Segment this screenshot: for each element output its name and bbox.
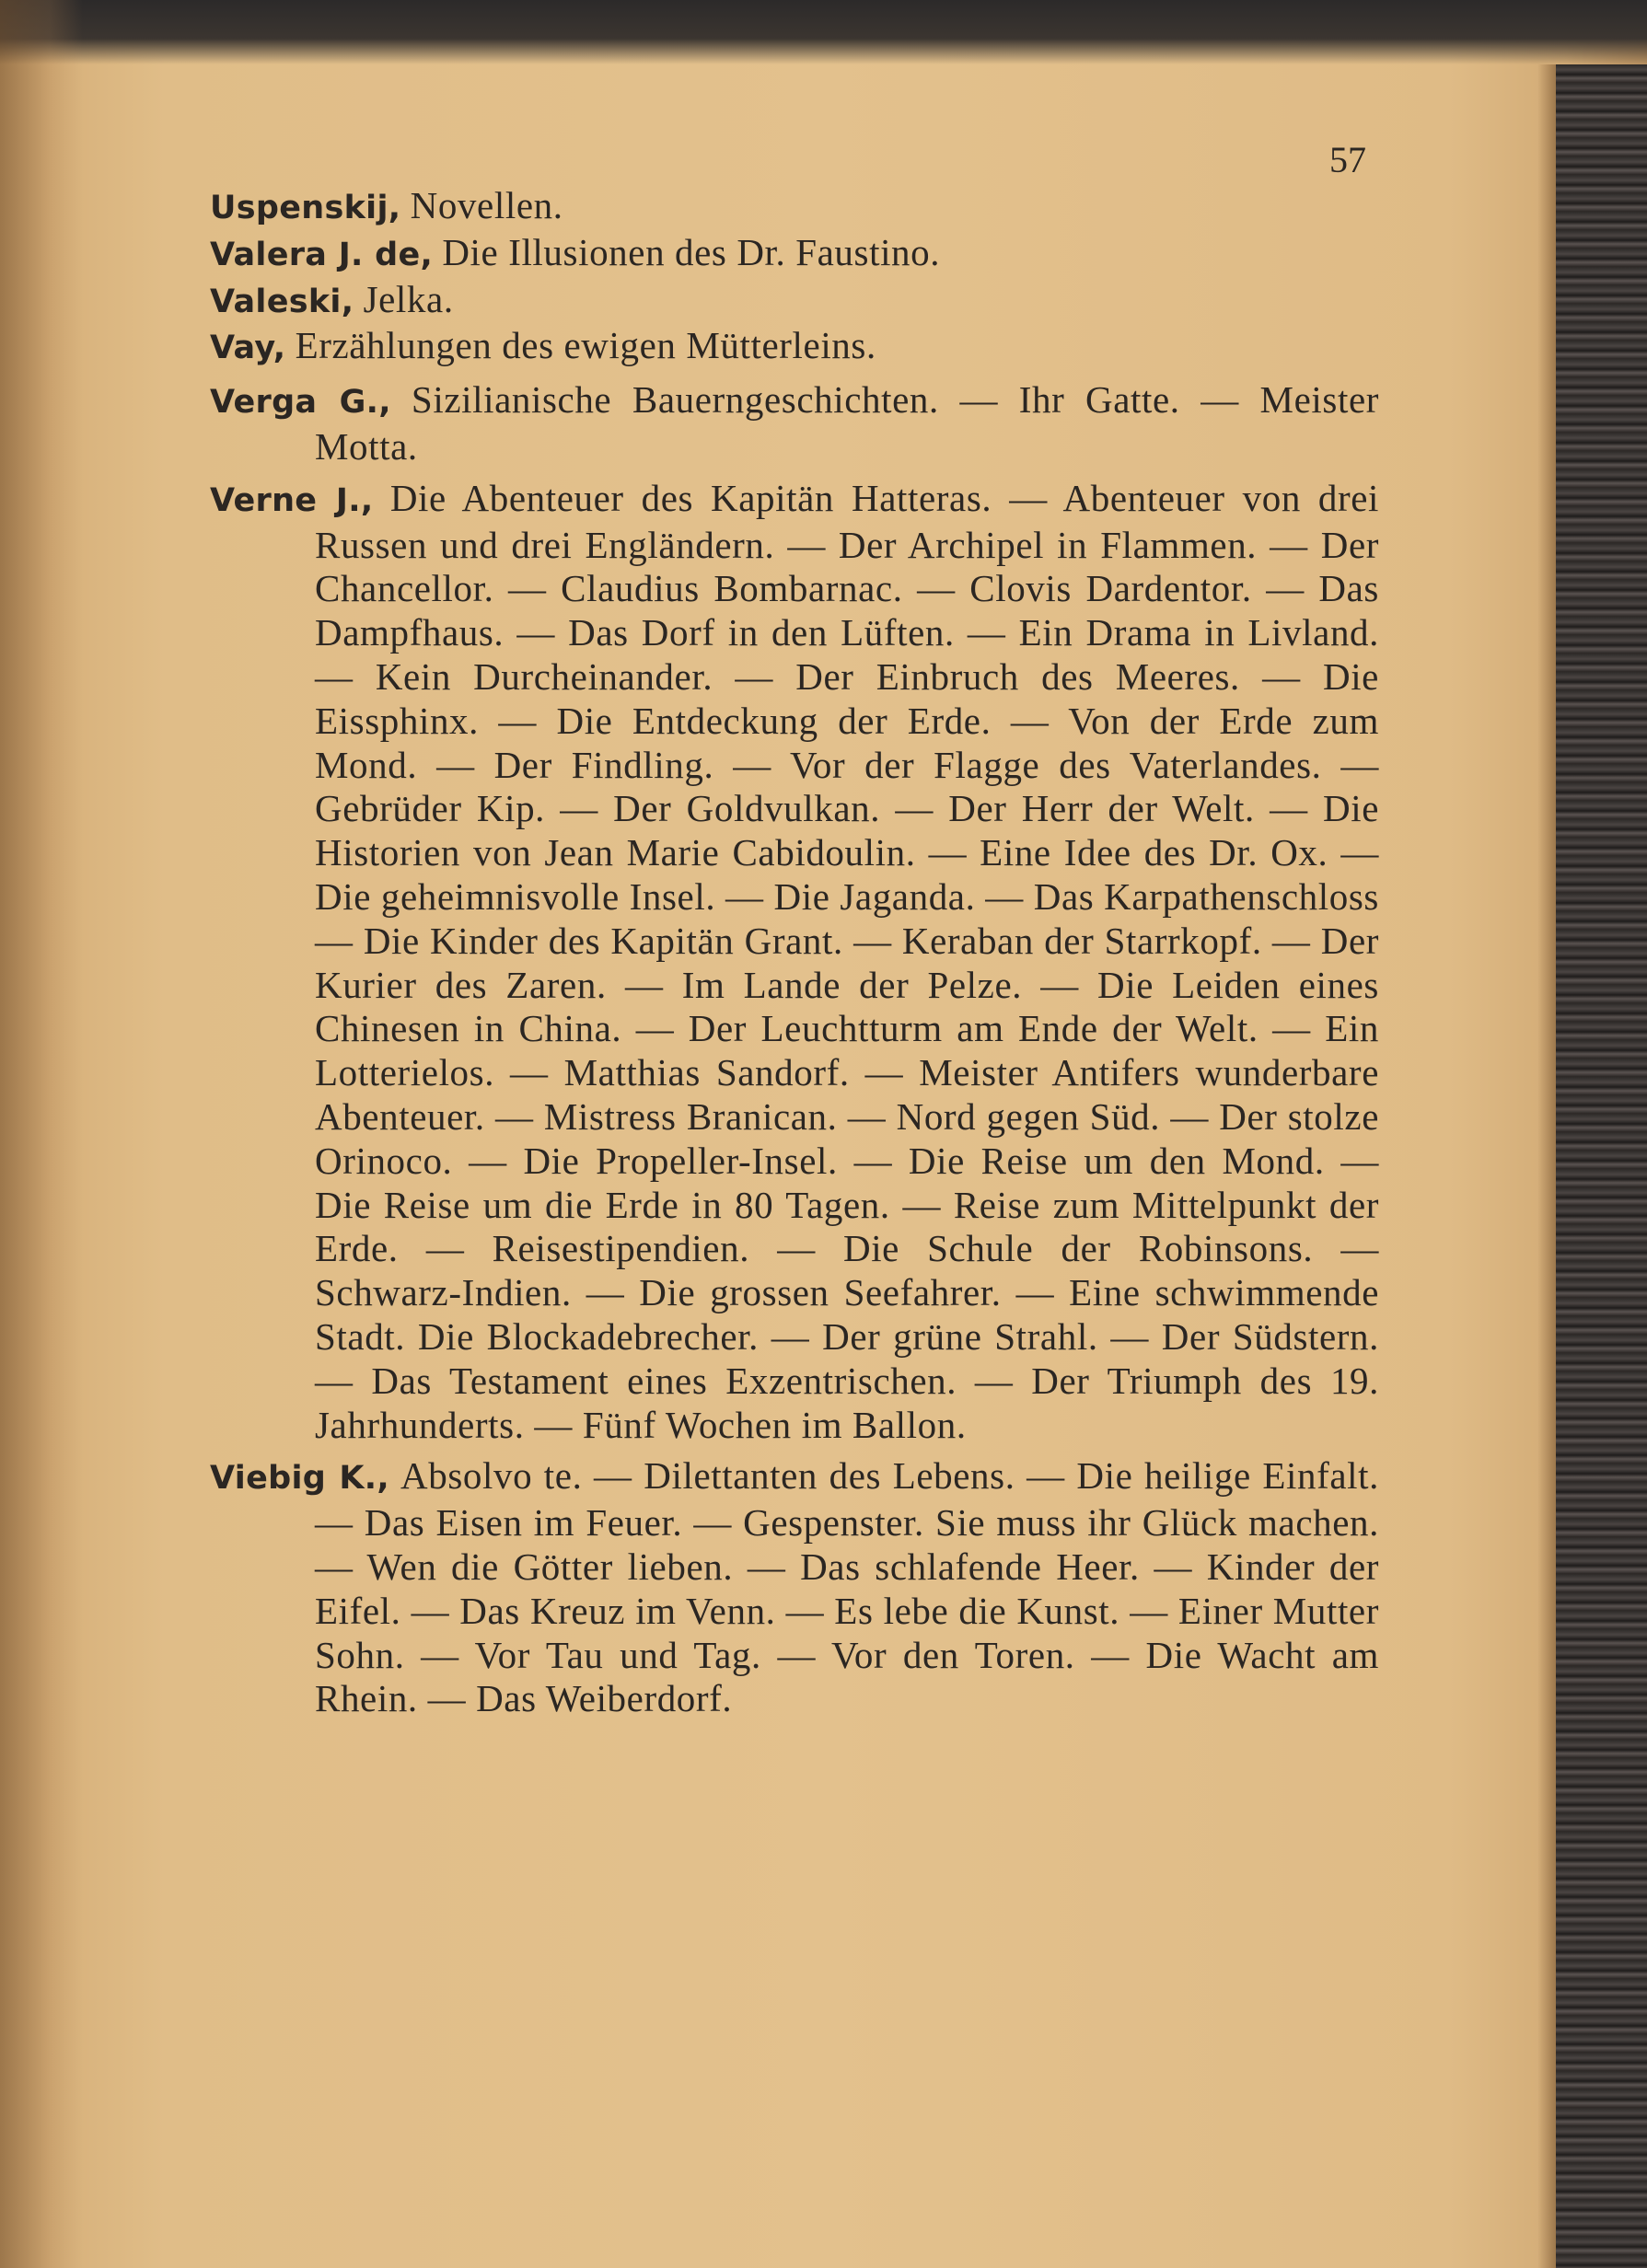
work-titles: Die Illusionen des Dr. Faustino. [442, 230, 941, 273]
page-number: 57 [1329, 139, 1366, 180]
author-name: Verga G., [210, 384, 391, 422]
work-titles: Die Abenteuer des Kapitän Hatteras. — Abenteuer von drei Russen und drei Engländern. — Der Archipel in Flammen. — Der Chancellor. — Claudius Bombarnac. — Clovis Dardentor. — Das Dampfhaus. — Das Dorf in den Lüften. — Ein Drama in Livland. — Kein Durcheinander. — Der Einbruch des Meeres. — Die Eissphinx. — Die Entdeckung der Erde. — Von der Erde zum Mond. — Der Findling. — Vor der Flagge des Vaterlandes. — Gebrüder Kip. — Der Goldvulkan. — Der Herr der Welt. — Die Historien von Jean Marie Cabidoulin. — Eine Idee des Dr. Ox. — Die geheimnisvolle Insel. — Die Jaganda. — Das Karpathenschloss — Die Kinder des Kapitän Grant. — Keraban der Starrkopf. — Der Kurier des Zaren. — Im Lande der Pelze. — Die Leiden eines Chinesen in China. — Der Leuchtturm am Ende der Welt. — Ein Lotterielos. — Matthias Sandorf. — Meister Antifers wunderbare Abenteuer. — Mistress Branican. — Nord gegen Süd. — Der stolze Orinoco. — Die Propeller-Insel. — Die Reise um den Mond. — Die Reise um die Erde in 80 Tagen. — Reise zum Mittelpunkt der Erde. — Reisestipendien. — Die Schule der Robinsons. — Schwarz-Indien. — Die grossen Seefahrer. — Eine schwimmende Stadt. Die Blockadebrecher. — Der grüne Strahl. — Der Südstern. — Das Testament eines Exzentrischen. — Der Triumph des 19. Jahrhunderts. — Fünf Wochen im Ballon. [315, 476, 1380, 1446]
author-name: Valera J. de, [210, 236, 434, 273]
entry-verne [210, 477, 1379, 1448]
author-name: Verne J., [210, 481, 374, 519]
work-titles: Erzählungen des ewigen Mütterleins. [295, 324, 876, 367]
work-titles: Jelka. [363, 277, 454, 320]
book-gutter [0, 0, 83, 2268]
author-name: Uspenskij, [210, 190, 401, 226]
author-name: Viebig K., [210, 1460, 389, 1498]
author-name: Vay, [210, 330, 286, 367]
entry-verga [210, 378, 1379, 469]
entry-valeski [210, 278, 1379, 325]
author-name: Valeski, [210, 283, 354, 320]
work-titles: Sizilianische Bauerngeschichten. — Ihr Gatte. — Meister Motta. [315, 378, 1380, 468]
entry-uspenskij [210, 184, 1379, 231]
book-cover-edge [1556, 64, 1647, 2268]
entry-vay [210, 324, 1379, 371]
scan-top-edge [0, 0, 1647, 64]
work-titles: Novellen. [410, 184, 563, 226]
entry-viebig [210, 1454, 1379, 1721]
page-edge-shadow [1537, 64, 1558, 2268]
work-titles: Absolvo te. — Dilettanten des Lebens. — Die heilige Einfalt. — Das Eisen im Feuer. — Gespenster. Sie muss ihr Glück machen. — Wen die Götter lieben. — Das schlafende Heer. — Kinder der Eifel. — Das Kreuz im Venn. — Es lebe die Kunst. — Einer Mutter Sohn. — Vor Tau und Tag. — Vor den Toren. — Die Wacht am Rhein. — Das Weiberdorf. [315, 1454, 1380, 1720]
author-list [210, 184, 1379, 1721]
entry-valera [210, 231, 1379, 278]
